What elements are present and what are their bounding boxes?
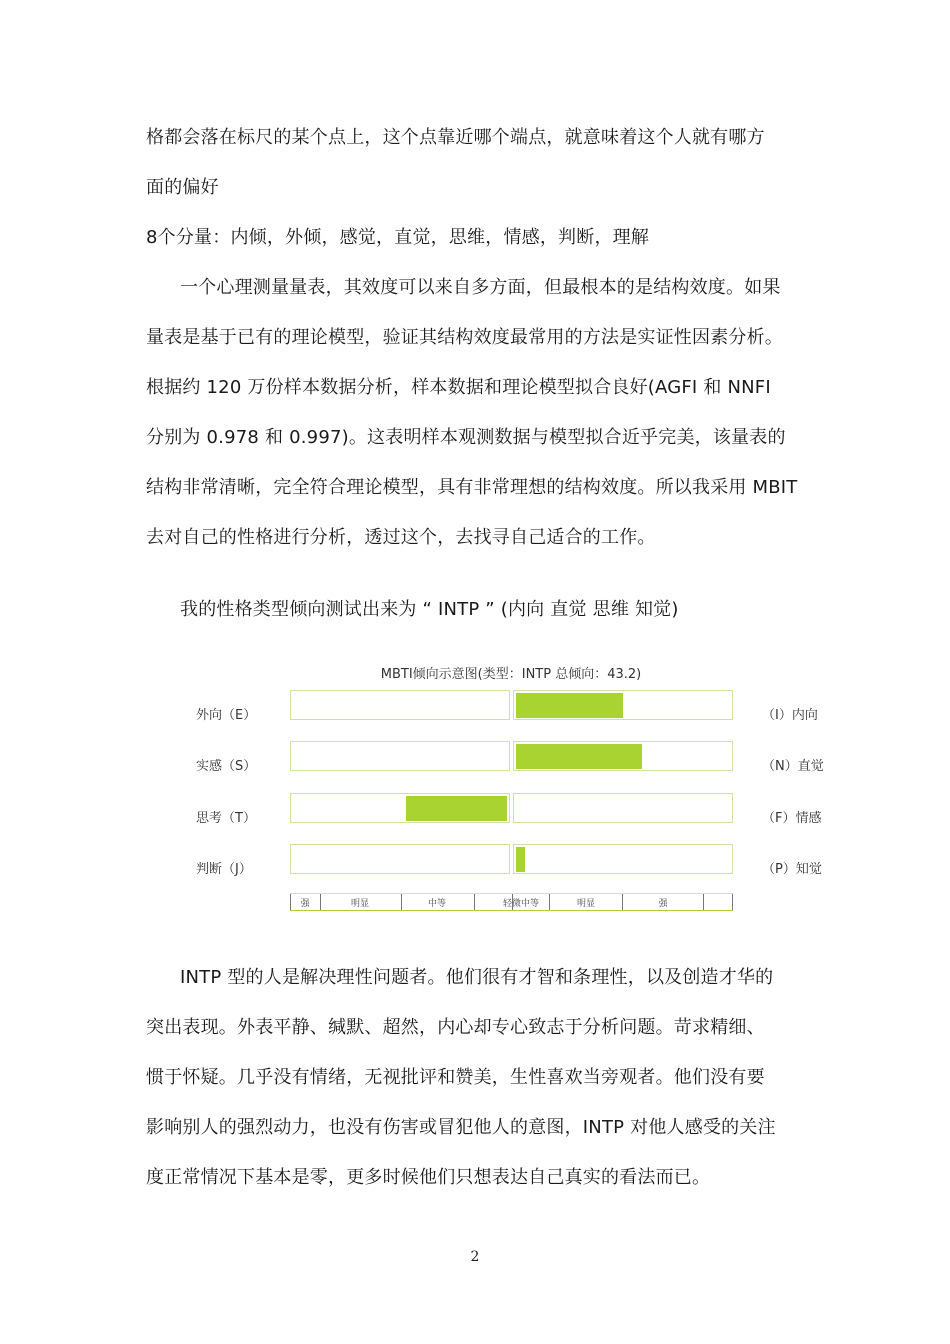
paragraph-line: 量表是基于已有的理论模型，验证其结构效度最常用的方法是实证性因素分析。 [146,327,783,348]
scale-tick [732,894,733,910]
row-right-label: （I）内向 [762,708,818,723]
preference-bar [406,796,507,821]
scale-label: 中等 [520,899,540,909]
row-right-track [513,741,733,771]
scale-label: 强 [300,899,310,909]
row-left-label: 思考（T） [196,811,256,826]
row-left-track [290,690,510,720]
paragraph-line: 一个心理测量量表，其效度可以来自多方面，但最根本的是结构效度。如果 [180,277,781,298]
row-left-label: 判断（J） [196,862,252,877]
scale-label: 中等 [427,899,447,909]
paragraph-line: INTP 型的人是解决理性问题者。他们很有才智和条理性，以及创造才华的 [180,967,774,988]
scale-tick [549,894,550,910]
components-line: 8个分量：内倾，外倾，感觉，直觉，思维，情感，判断，理解 [146,227,650,248]
row-left-label: 实感（S） [196,759,257,774]
preference-bar [516,744,642,769]
row-right-track [513,690,733,720]
chart-title: MBTI倾向示意图(类型：INTP 总倾向：43.2) [380,667,642,682]
row-left-track [290,793,510,823]
scale-tick [622,894,623,910]
paragraph-line: 根据约 120 万份样本数据分析，样本数据和理论模型拟合良好(AGFI 和 NNFI [146,377,771,398]
result-line: 我的性格类型倾向测试出来为 “ INTP ” (内向 直觉 思维 知觉) [180,599,679,620]
row-left-track [290,741,510,771]
mbti-chart [190,655,840,920]
strength-scale [290,893,733,911]
paragraph-line: 度正常情况下基本是零，更多时候他们只想表达自己真实的看法而已。 [146,1167,711,1188]
row-right-label: （F）情感 [762,811,822,826]
scale-label: 明显 [576,899,596,909]
scale-tick [401,894,402,910]
page-number: 2 [470,1249,480,1265]
scale-tick [290,894,291,910]
paragraph-line: 面的偏好 [146,177,219,198]
scale-tick [320,894,321,910]
paragraph-line: 突出表现。外表平静、缄默、超然，内心却专心致志于分析问题。苛求精细、 [146,1017,765,1038]
row-left-label: 外向（E） [196,708,257,723]
paragraph-line: 影响别人的强烈动力，也没有伤害或冒犯他人的意图，INTP 对他人感受的关注 [146,1117,776,1138]
paragraph-line: 惯于怀疑。几乎没有情绪，无视批评和赞美，生性喜欢当旁观者。他们没有要 [146,1067,765,1088]
paragraph-line: 格都会落在标尺的某个点上，这个点靠近哪个端点，就意味着这个人就有哪方 [146,127,765,148]
scale-tick [474,894,475,910]
row-right-track [513,793,733,823]
row-left-track [290,844,510,874]
scale-label: 明显 [350,899,370,909]
row-right-label: （P）知觉 [762,862,822,877]
row-right-label: （N）直觉 [762,759,824,774]
scale-label: 强 [658,899,668,909]
paragraph-line: 结构非常清晰，完全符合理论模型，具有非常理想的结构效度。所以我采用 MBIT [146,477,798,498]
preference-bar [516,693,623,718]
row-right-track [513,844,733,874]
paragraph-line: 去对自己的性格进行分析，透过这个，去找寻自己适合的工作。 [146,527,656,548]
paragraph-line: 分别为 0.978 和 0.997)。这表明样本观测数据与模型拟合近乎完美，该量表的 [146,427,786,448]
preference-bar [516,847,525,872]
scale-tick [703,894,704,910]
scale-label: 轻微 [502,899,522,909]
